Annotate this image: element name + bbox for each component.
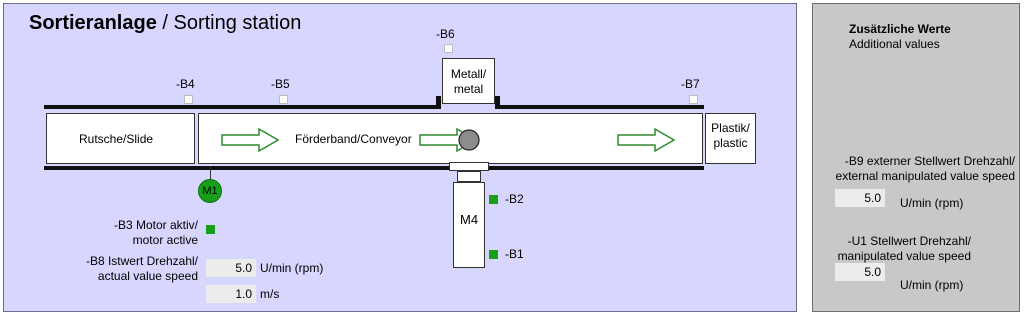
sensor-b1-indicator xyxy=(489,250,498,259)
b3-label-line1: -B3 Motor aktiv/ xyxy=(113,218,198,232)
title-rest: / Sorting station xyxy=(156,12,302,34)
sensor-label-b5: -B5 xyxy=(271,77,290,91)
sensor-label-b2: -B2 xyxy=(505,192,524,206)
side-title: Zusätzliche Werte xyxy=(849,22,951,36)
top-rail-left xyxy=(44,105,436,109)
b8-label xyxy=(86,254,198,284)
title-bold: Sortieranlage xyxy=(29,12,157,34)
u1-value-field: 5.0 xyxy=(835,263,885,281)
pusher-head xyxy=(449,162,489,171)
b9-value-field[interactable]: 5.0 xyxy=(835,189,885,207)
u1-label-line2: manipulated value speed xyxy=(837,249,971,263)
right-arrow-icon xyxy=(221,127,281,153)
b3-indicator xyxy=(206,225,215,234)
u1-unit: U/min (rpm) xyxy=(900,278,964,292)
b8-label-line1: -B8 Istwert Drehzahl/ xyxy=(85,254,198,268)
b8-label-line2: actual value speed xyxy=(97,269,198,283)
u1-label-line1: -U1 Stellwert Drehzahl/ xyxy=(847,234,971,248)
actual-speed-field: 5.0 xyxy=(206,259,256,277)
right-arrow-icon xyxy=(617,127,677,153)
metal-label-line1: Metall/ xyxy=(450,67,487,81)
sensor-label-b1: -B1 xyxy=(505,247,524,261)
sensor-b2-indicator xyxy=(489,195,498,204)
slide-label: Rutsche/Slide xyxy=(79,132,154,146)
sensor-b7-indicator xyxy=(689,95,698,104)
b3-label-line2: motor active xyxy=(132,233,198,247)
m1-shaft xyxy=(210,166,211,180)
side-subtitle: Additional values xyxy=(849,37,940,51)
sensor-b6-indicator xyxy=(444,44,453,53)
m4-label: M4 xyxy=(460,212,479,227)
bottom-rail xyxy=(44,166,704,170)
pusher-rod xyxy=(457,171,481,182)
velocity-unit: m/s xyxy=(260,287,280,301)
page-title xyxy=(29,12,301,35)
sensor-label-b4: -B4 xyxy=(176,77,195,91)
actual-speed-unit: U/min (rpm) xyxy=(260,261,324,275)
slide-box xyxy=(46,113,195,164)
b9-label-line2: external manipulated value speed xyxy=(835,169,1015,183)
b9-unit: U/min (rpm) xyxy=(900,196,964,210)
plastic-label-line2: plastic xyxy=(713,136,748,150)
plastic-bin xyxy=(705,113,756,164)
b9-label xyxy=(836,154,1015,184)
pusher-cylinder-m4 xyxy=(453,182,485,268)
u1-label xyxy=(838,234,971,264)
sensor-b5-indicator xyxy=(279,95,288,104)
b9-label-line1: -B9 externer Stellwert Drehzahl/ xyxy=(844,154,1015,168)
m1-label: M1 xyxy=(202,185,218,197)
conveyor-label: Förderband/Conveyor xyxy=(295,132,412,146)
sensor-label-b7: -B7 xyxy=(681,77,700,91)
sensor-b4-indicator xyxy=(184,95,193,104)
velocity-field: 1.0 xyxy=(206,285,256,303)
conveyor-box xyxy=(198,113,703,164)
metal-chute-wall-left xyxy=(436,96,441,109)
metal-bin xyxy=(442,58,495,104)
metal-label-line2: metal xyxy=(453,82,484,96)
b3-label xyxy=(114,218,198,248)
plastic-label-line1: Plastik/ xyxy=(711,121,750,135)
top-rail-right xyxy=(499,105,704,109)
gray-disc-icon xyxy=(457,128,481,152)
sensor-label-b6: -B6 xyxy=(436,27,455,41)
metal-chute-wall-right xyxy=(495,96,500,109)
motor-m1 xyxy=(198,179,222,203)
